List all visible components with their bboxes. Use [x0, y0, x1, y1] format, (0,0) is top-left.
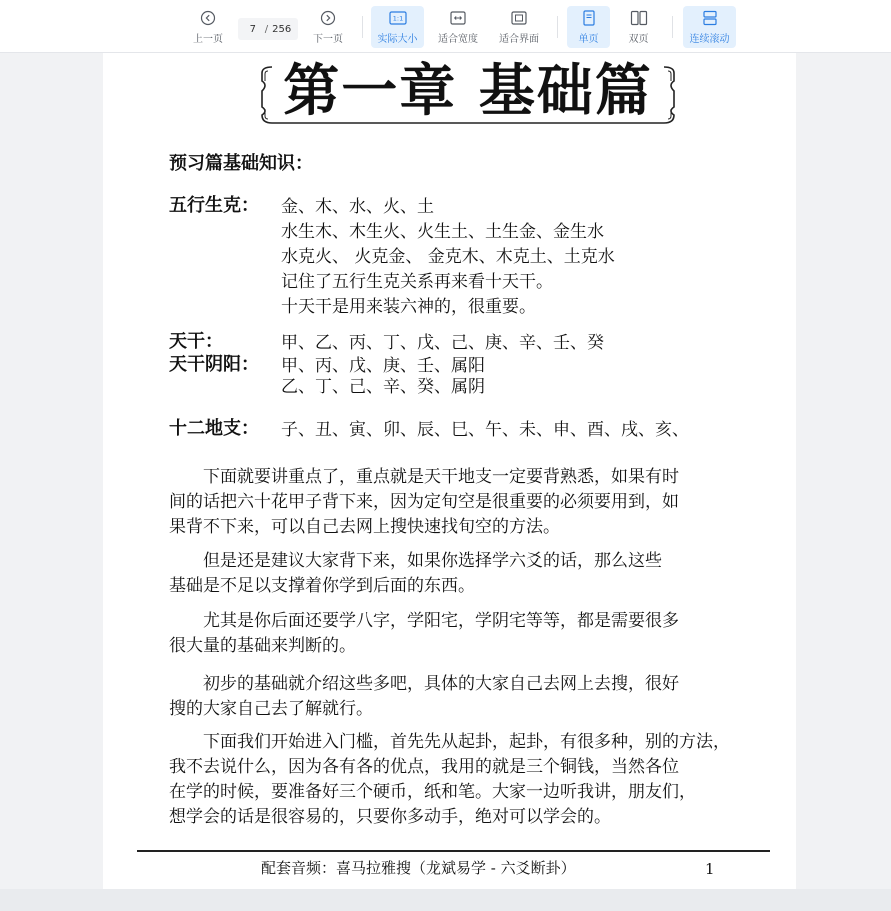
- actual-size-button[interactable]: [371, 6, 424, 48]
- paragraph-line: 尤其是你后面还要学八字，学阳宅，学阴宅等等，都是需要很多: [169, 611, 679, 631]
- body-paragraph: [169, 465, 745, 540]
- chapter-title-banner: [258, 59, 678, 129]
- single-page-button[interactable]: [567, 6, 610, 48]
- fit-page-button[interactable]: [494, 6, 544, 48]
- paragraph-line: 很大量的基础来判断的。: [169, 636, 356, 656]
- tiangan-label: 天干：: [169, 331, 223, 352]
- paragraph-line: 果背不下来，可以自己去网上搜快速找旬空的方法。: [169, 517, 560, 537]
- double-page-icon: [630, 9, 648, 27]
- next-page-button[interactable]: [306, 6, 350, 48]
- wuxing-label: 五行生克：: [169, 195, 259, 216]
- tiangan-yinyang-line: 乙、丁、己、辛、癸、属阴: [281, 377, 485, 397]
- continuous-scroll-label: 连续滚动: [689, 34, 730, 45]
- actual-size-icon: [389, 9, 407, 27]
- fit-width-icon: [450, 9, 466, 27]
- footer-rule: [137, 850, 770, 852]
- fit-page-label: 适合界面: [499, 34, 539, 45]
- body-paragraph: [169, 730, 745, 830]
- toolbar-divider: [557, 16, 558, 38]
- continuous-scroll-button[interactable]: [683, 6, 736, 48]
- page-indicator: [238, 18, 298, 40]
- paragraph-line: 初步的基础就介绍这些多吧，具体的大家自己去网上去搜，很好: [169, 674, 679, 694]
- paragraph-line: 想学会的话是很容易的，只要你多动手，绝对可以学会的。: [169, 807, 611, 827]
- paragraph-line: 基础是不足以支撑着你学到后面的东西。: [169, 576, 475, 596]
- page-separator: /: [264, 23, 269, 35]
- chapter-title: 第一章 基础篇: [283, 58, 653, 124]
- body-paragraph: [169, 609, 745, 659]
- dizhi-value: 子、丑、寅、卯、辰、巳、午、未、申、酉、戌、亥、: [281, 420, 689, 440]
- paragraph-line: 搜的大家自己去了解就行。: [169, 699, 373, 719]
- wuxing-line: 金、木、水、火、土: [281, 197, 434, 217]
- double-page-label: 双页: [628, 34, 649, 45]
- wuxing-line: 记住了五行生克关系再来看十天干。: [281, 272, 553, 292]
- continuous-scroll-icon: [702, 9, 718, 27]
- chevron-left-circle-icon: [200, 9, 216, 27]
- paragraph-line: 在学的时候，要准备好三个硬币，纸和笔。大家一边听我讲，朋友们，: [169, 782, 696, 802]
- paragraph-line: 我不去说什么，因为各有各的优点，我用的就是三个铜钱，当然各位: [169, 757, 679, 777]
- tiangan-yinyang-label: 天干阴阳：: [169, 354, 259, 375]
- single-page-icon: [582, 9, 596, 27]
- prev-page-button[interactable]: [186, 6, 230, 48]
- page-number: 1: [705, 860, 715, 878]
- chevron-right-circle-icon: [320, 9, 336, 27]
- fit-page-icon: [511, 9, 527, 27]
- double-page-button[interactable]: [617, 6, 660, 48]
- tiangan-yinyang-line: 甲、丙、戊、庚、壬、属阳: [281, 356, 485, 376]
- wuxing-line: 水生木、木生火、火生土、土生金、金生水: [281, 222, 604, 242]
- body-paragraph: [169, 672, 745, 722]
- fit-width-label: 适合宽度: [438, 34, 478, 45]
- body-paragraph: [169, 549, 745, 599]
- paragraph-line: 下面我们开始进入门槛，首先先从起卦，起卦，有很多种，别的方法，: [169, 732, 730, 752]
- page-number-input[interactable]: 7: [249, 23, 256, 35]
- prev-page-label: 上一页: [193, 34, 223, 45]
- viewer-toolbar: [0, 0, 891, 53]
- wuxing-line: 十天干是用来装六神的，很重要。: [281, 297, 536, 317]
- toolbar-divider: [362, 16, 363, 38]
- single-page-label: 单页: [578, 34, 599, 45]
- section-title: 预习篇基础知识：: [169, 153, 313, 174]
- paragraph-line: 但是还是建议大家背下来，如果你选择学六爻的话，那么这些: [169, 551, 662, 571]
- footer-audio-note: 配套音频：喜马拉雅搜（龙斌易学 - 六爻断卦）: [261, 859, 576, 877]
- viewer-bottom-gutter: [0, 889, 891, 911]
- actual-size-icon-text: 1:1: [392, 14, 403, 23]
- next-page-label: 下一页: [313, 34, 343, 45]
- dizhi-label: 十二地支：: [169, 418, 259, 439]
- paragraph-line: 下面就要讲重点了，重点就是天干地支一定要背熟悉，如果有时: [169, 467, 679, 487]
- paragraph-line: 间的话把六十花甲子背下来，因为定旬空是很重要的必须要用到，如: [169, 492, 679, 512]
- fit-width-button[interactable]: [433, 6, 483, 48]
- document-page: [103, 53, 796, 889]
- wuxing-line: 水克火、 火克金、 金克木、木克土、土克水: [281, 247, 615, 267]
- tiangan-value: 甲、乙、丙、丁、戊、己、庚、辛、壬、癸: [281, 333, 604, 353]
- page-total: 256: [272, 23, 292, 35]
- actual-size-label: 实际大小: [377, 34, 418, 45]
- toolbar-divider: [672, 16, 673, 38]
